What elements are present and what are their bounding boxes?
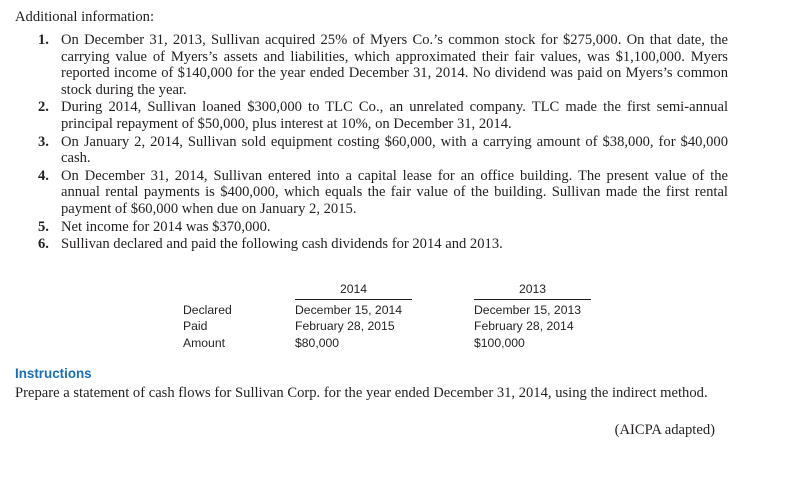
column-header-2013: 2013 [474, 282, 591, 300]
item-number: 3. [38, 133, 49, 150]
source-attribution: (AICPA adapted) [614, 422, 715, 438]
additional-information-heading: Additional information: [15, 9, 155, 25]
column-header-2014: 2014 [295, 282, 412, 300]
item-text: On December 31, 2013, Sullivan acquired 25% of Myers Co.’s common stock for $275,000. On that date, the carrying value of Myers’s assets and liabilities, which approximated their fair values, was $1,100,000. Myers reported income of $140,000 for the year ended December 31, 2014. No dividend was paid on Myers’s common stock during the year. [61, 32, 728, 98]
item-text: On December 31, 2014, Sullivan entered into a capital lease for an office building. The present value of the annual rental payments is $400,000, which equals the fair value of the building. Sullivan made the first rental payment of $60,000 when due on January 2, 2015. [61, 167, 728, 217]
item-number: 1. [38, 32, 49, 48]
row-label-paid: Paid [183, 319, 208, 333]
row-label-declared: Declared [183, 303, 232, 317]
cell-2014-amount: $80,000 [295, 336, 340, 350]
instructions-title: Instructions [15, 366, 92, 381]
cell-2014-paid: February 28, 2015 [295, 319, 395, 333]
item-number: 6. [38, 236, 49, 253]
instructions-text: Prepare a statement of cash flows for Sullivan Corp. for the year ended December 31, 2014, using the indirect method. [15, 385, 708, 401]
information-item-6 [38, 236, 728, 253]
item-number: 4. [38, 167, 49, 184]
item-number: 5. [38, 218, 49, 235]
item-text: Sullivan declared and paid the following cash dividends for 2014 and 2013. [61, 236, 503, 253]
item-number: 2. [38, 99, 49, 116]
information-list [38, 32, 728, 254]
information-item-5 [38, 219, 728, 236]
item-text: On January 2, 2014, Sullivan sold equipment costing $60,000, with a carrying amount of $38,000, for $40,000 cash. [61, 133, 728, 167]
cell-2013-amount: $100,000 [474, 336, 525, 350]
item-text: Net income for 2014 was $370,000. [61, 218, 271, 235]
cell-2014-declared: December 15, 2014 [295, 303, 403, 317]
row-label-amount: Amount [183, 336, 226, 350]
information-item-3 [38, 134, 728, 167]
cell-2013-paid: February 28, 2014 [474, 319, 574, 333]
information-item-4 [38, 168, 728, 218]
information-item-1 [38, 32, 728, 98]
information-item-2 [38, 99, 728, 132]
item-text: During 2014, Sullivan loaned $300,000 to TLC Co., an unrelated company. TLC made the first semi-annual principal repayment of $50,000, plus interest at 10%, on December 31, 2014. [61, 99, 728, 132]
cell-2013-declared: December 15, 2013 [474, 303, 582, 317]
